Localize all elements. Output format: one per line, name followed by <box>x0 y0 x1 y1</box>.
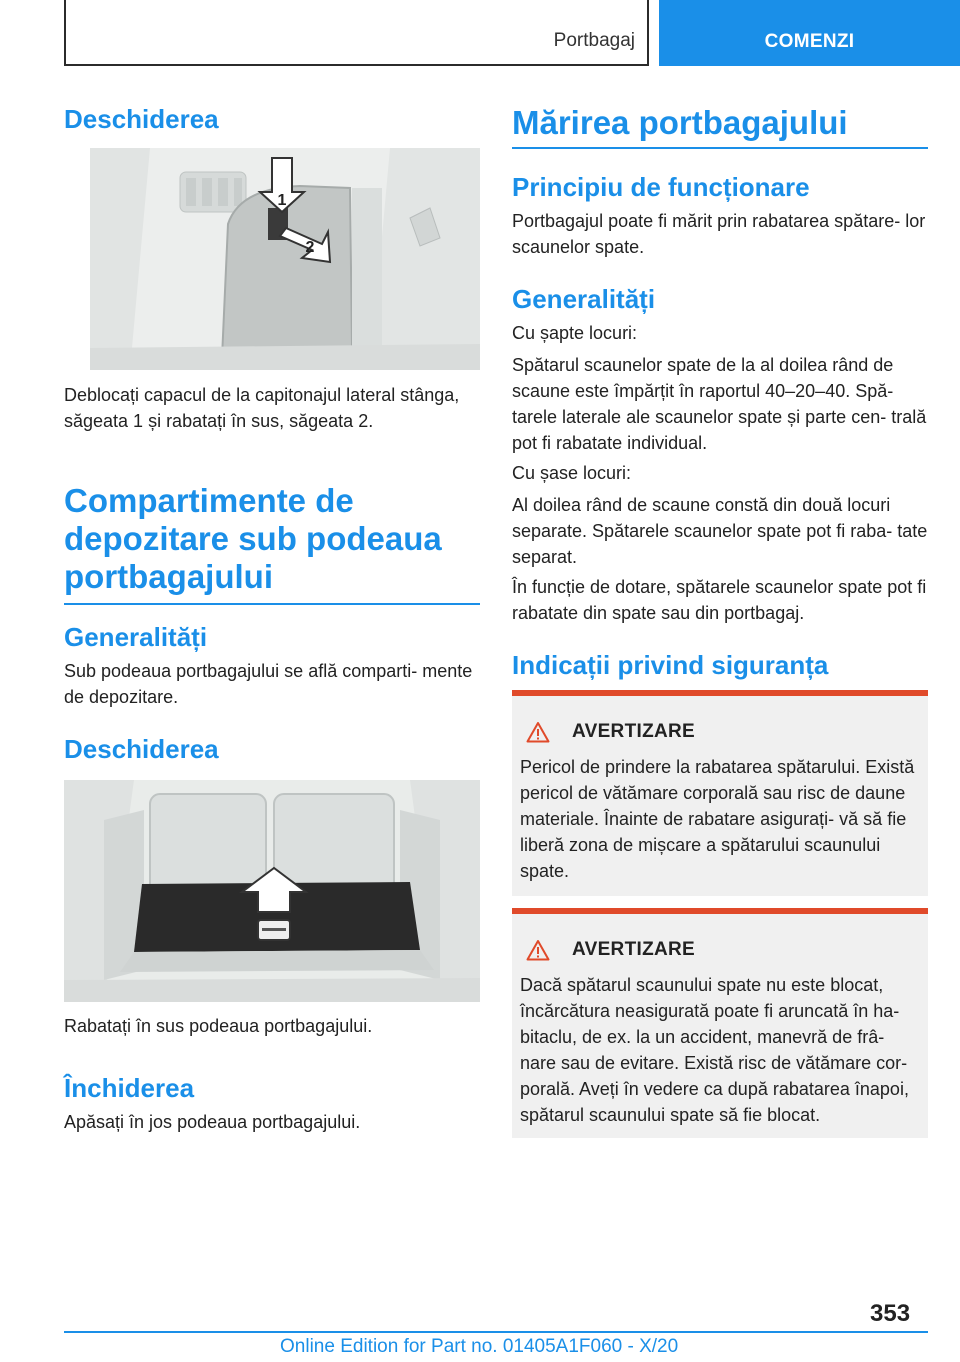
heading-enlarge-trunk: Mărirea portbagajului <box>512 104 928 149</box>
text-principle: Portbagajul poate fi mărit prin rabatarea spătare- lor scaunelor spate. <box>512 211 926 257</box>
trunk-floor-illustration <box>64 780 480 1002</box>
page-number: 353 <box>870 1300 911 1327</box>
header-chapter-tab[interactable]: COMENZI <box>659 0 960 66</box>
heading-line: depozitare sub podeaua <box>64 520 442 557</box>
heading-opening-2: Deschiderea <box>64 734 219 764</box>
warning-triangle-icon <box>526 939 550 961</box>
heading-line: Compartimente de <box>64 482 354 519</box>
warning-text: Dacă spătarul scaunului spate nu este blocat, încărcătura neasigurată poate fi aruncată în ha- bitaclu, de ex. la un accident, manevră de frâ- nare sau de evitare. Există risc de vătămare cor- porală. Aveți în vedere ca după rabatarea înapoi, spătarul scaunului spate să fie blocat. <box>520 975 909 1125</box>
text-equipment: În funcție de dotare, spătarele scaunelor spate pot fi rabatate din spate sau din portbagaj. <box>512 577 927 623</box>
arrow-label-1: 1 <box>277 192 287 209</box>
heading-principle: Principiu de funcționare <box>512 172 810 202</box>
header-section-title: Portbagaj <box>553 30 635 51</box>
heading-underfloor-compartments <box>64 482 480 605</box>
text-six-seats: Cu șase locuri: <box>512 463 632 483</box>
warning-box <box>512 908 928 1138</box>
arrow-label-2: 2 <box>305 239 315 256</box>
heading-general-right: Generalități <box>512 284 656 314</box>
heading-opening-1: Deschiderea <box>64 104 219 134</box>
heading-line: portbagajului <box>64 558 273 595</box>
warning-triangle-icon <box>526 721 550 743</box>
text-seven-seats: Cu șapte locuri: <box>512 323 638 343</box>
text-seven-seats-desc: Spătarul scaunelor spate de la al doilea rând de scaune este împărțit în raportul 40–20–40. Spă- tarele laterale ale scaunelor spate și parte cen- trală pot fi rabatate individual. <box>512 355 927 453</box>
text-raise-floor: Rabatați în sus podeaua portbagajului. <box>64 1016 373 1036</box>
warning-text: Pericol de prindere la rabatarea spătarului. Există pericol de vătămare corporală sau risc de daune materiale. Înainte de rabatare asigurați- vă să fie liberă zona de mișcare a spătarului scaunului spate. <box>520 757 915 881</box>
warning-title: AVERTIZARE <box>572 939 695 960</box>
figure-trunk-floor <box>64 780 480 1002</box>
footer-rule <box>64 1331 928 1333</box>
text-press-floor: Apăsați în jos podeaua portbagajului. <box>64 1112 361 1132</box>
warning-header <box>526 718 695 746</box>
warning-box <box>512 690 928 896</box>
text-compartments-info: Sub podeaua portbagajului se află comparti- mente de depozitare. <box>64 661 473 707</box>
text-six-seats-desc: Al doilea rând de scaune constă din două locuri separate. Spătarele scaunelor spate pot fi raba- tate separat. <box>512 495 928 567</box>
header-frame <box>64 0 649 66</box>
warning-header <box>526 936 695 964</box>
figure-side-panel-cover <box>90 148 480 370</box>
heading-closing: Închiderea <box>64 1073 195 1103</box>
heading-safety: Indicații privind siguranța <box>512 650 829 680</box>
text-unlock-cover: Deblocați capacul de la capitonajul lateral stânga, săgeata 1 și rabatați în sus, săgeata 2. <box>64 385 460 431</box>
trunk-side-panel-illustration <box>90 148 480 370</box>
warning-title: AVERTIZARE <box>572 721 695 742</box>
footer-edition[interactable]: Online Edition for Part no. 01405A1F060 - X/20 <box>280 1336 679 1357</box>
heading-general-left: Generalități <box>64 622 208 652</box>
